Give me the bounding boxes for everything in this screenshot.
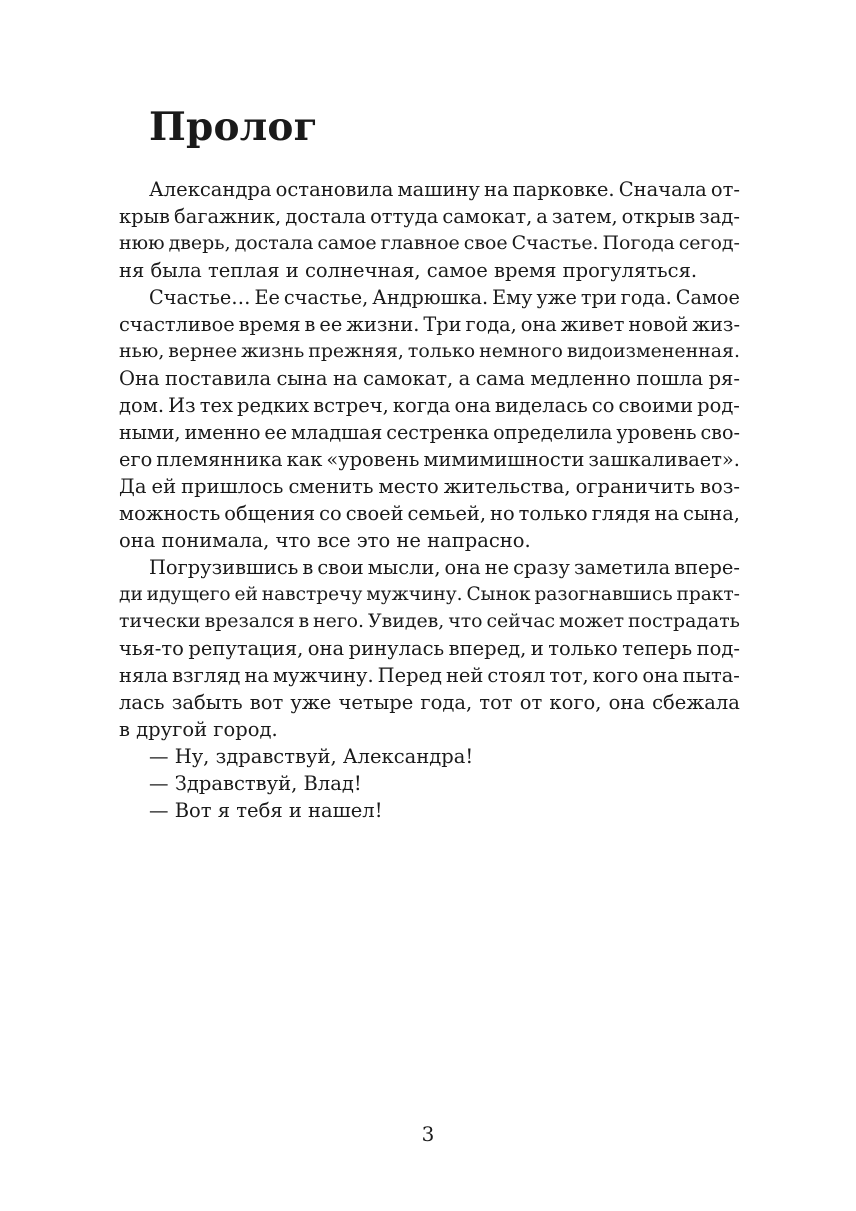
text-line: ди идущего ей навстречу мужчину. Сынок разогнавшись практ- bbox=[119, 584, 740, 605]
text-line: — Здравствуй, Влад! bbox=[149, 772, 362, 795]
text-line: Погрузившись в свои мысли, она не сразу заметила впере- bbox=[149, 556, 740, 579]
text-line: — Ну, здравствуй, Александра! bbox=[149, 745, 474, 768]
text-line: нюю дверь, достала самое главное свое Счастье. Погода сегод- bbox=[119, 232, 740, 254]
text-line: Александра остановила машину на парковке. Сначала от- bbox=[149, 178, 740, 201]
text-line: Да ей пришлось сменить место жительства, ограничить воз- bbox=[119, 475, 740, 498]
text-line: лась забыть вот уже четыре года, тот от кого, она сбежала bbox=[119, 691, 740, 714]
text-line: чья-то репутация, она ринулась вперед, и только теперь под- bbox=[119, 637, 740, 660]
text-line: — Вот я тебя и нашел! bbox=[149, 799, 383, 822]
text-line: ня была теплая и солнечная, самое время прогуляться. bbox=[119, 259, 698, 282]
text-line: Она поставила сына на самокат, а сама медленно пошла ря- bbox=[119, 367, 740, 390]
text-line: тически врезался в него. Увидев, что сейчас может пострадать bbox=[119, 610, 740, 632]
text-line: крыв багажник, достала оттуда самокат, а затем, открыв зад- bbox=[119, 205, 740, 228]
text-line: его племянника как «уровень мимимишности зашкаливает». bbox=[119, 448, 740, 471]
text-line: можность общения со своей семьей, но только глядя на сына, bbox=[119, 502, 740, 525]
text-line: счастливое время в ее жизни. Три года, она живет новой жиз- bbox=[119, 313, 740, 336]
text-line: Счастье… Ее счастье, Андрюшка. Ему уже три года. Самое bbox=[149, 286, 740, 309]
text-line: няла взгляд на мужчину. Перед ней стоял тот, кого она пыта- bbox=[119, 664, 740, 687]
page-number: 3 bbox=[421, 1122, 435, 1146]
text-line: ными, именно ее младшая сестренка определила уровень сво- bbox=[119, 421, 740, 444]
text-line: дом. Из тех редких встреч, когда она виделась со своими род- bbox=[119, 394, 740, 417]
text-line: нью, вернее жизнь прежняя, только немного видоизмененная. bbox=[119, 340, 740, 362]
chapter-title: Пролог bbox=[149, 104, 318, 150]
text-line: она понимала, что все это не напрасно. bbox=[119, 529, 531, 552]
text-line: в другой город. bbox=[119, 718, 278, 741]
